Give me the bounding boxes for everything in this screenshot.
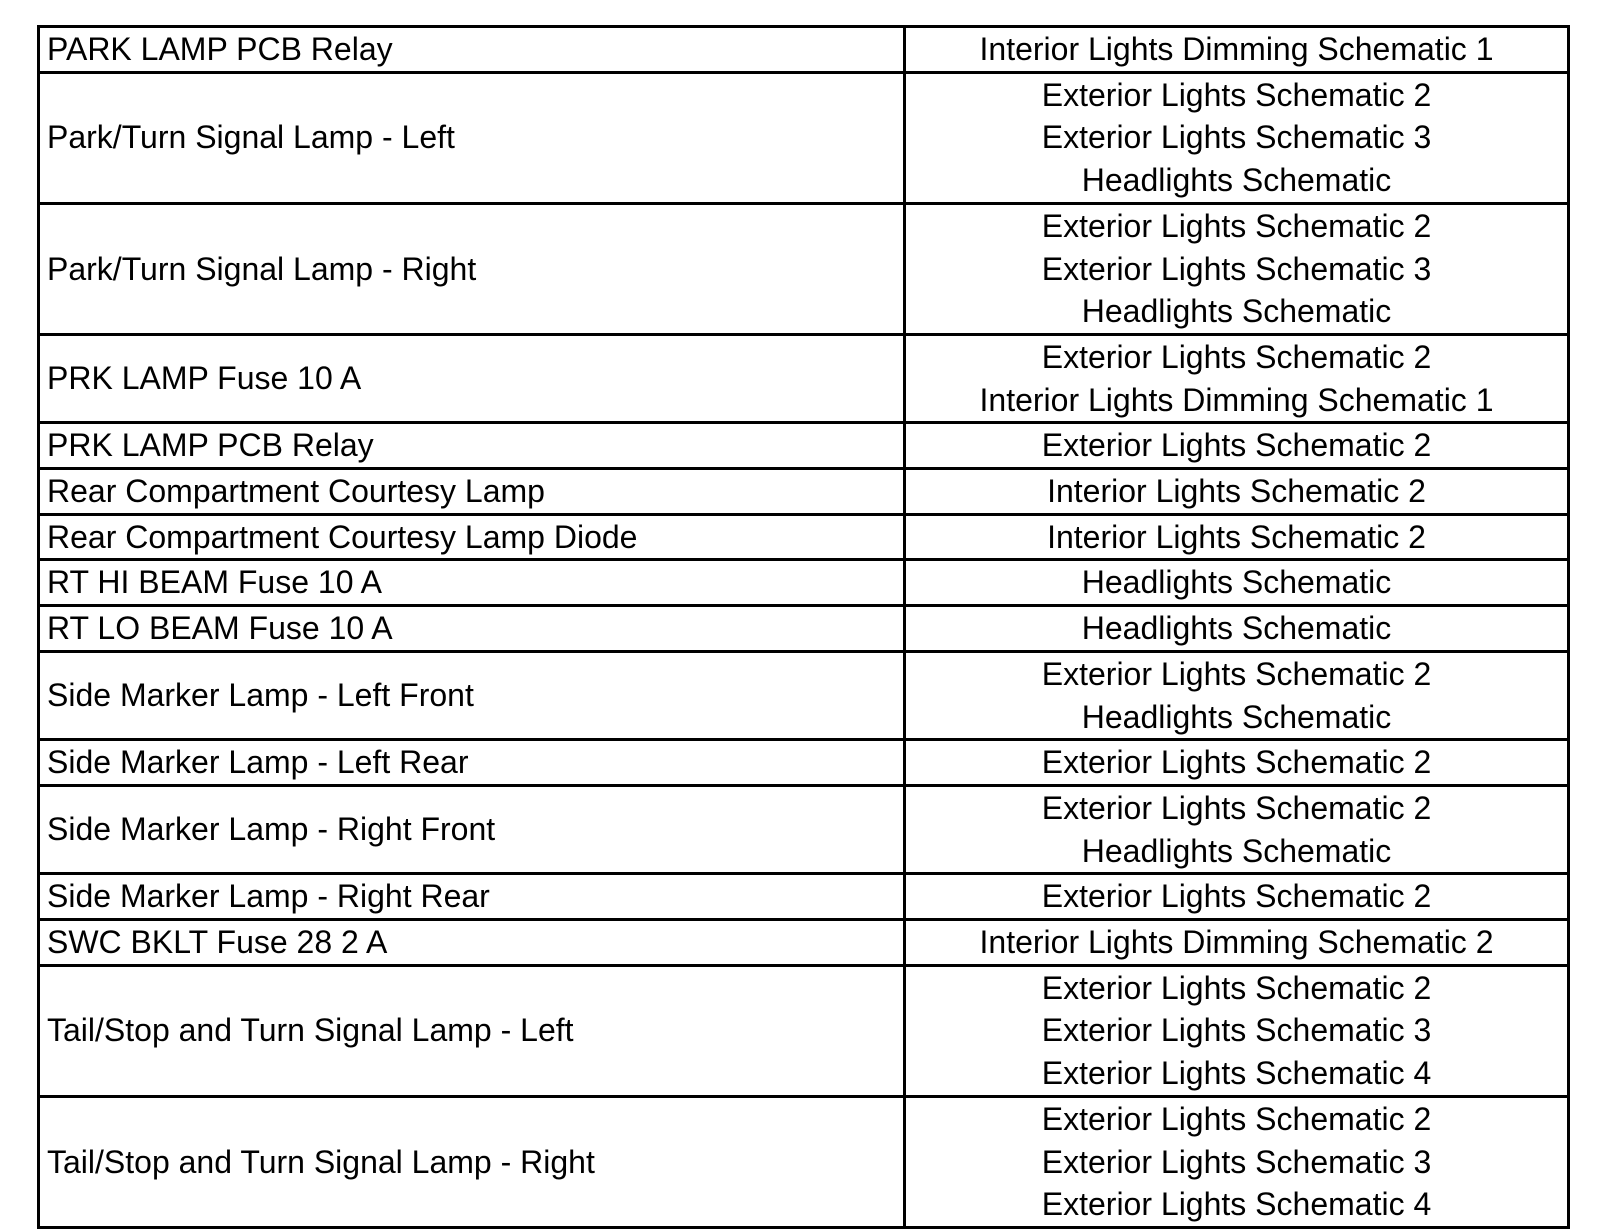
schematic-references-cell [905, 1096, 1569, 1227]
component-name-cell: PRK LAMP Fuse 10 A [39, 334, 905, 422]
table-row [39, 965, 1569, 1096]
schematic-reference: Headlights Schematic [1081, 610, 1392, 647]
table-row [39, 334, 1569, 422]
schematic-references-cell [905, 514, 1569, 560]
schematic-reference: Exterior Lights Schematic 2 [1041, 207, 1432, 244]
component-name-cell: Tail/Stop and Turn Signal Lamp - Right [39, 1096, 905, 1227]
table-row [39, 423, 1569, 469]
table-row [39, 740, 1569, 786]
schematic-reference: Exterior Lights Schematic 2 [1041, 427, 1432, 464]
schematic-reference: Headlights Schematic [1081, 832, 1392, 869]
schematic-reference: Exterior Lights Schematic 2 [1041, 789, 1432, 826]
component-name-cell: SWC BKLT Fuse 28 2 A [39, 920, 905, 966]
component-name-cell: Side Marker Lamp - Right Rear [39, 874, 905, 920]
table-row [39, 785, 1569, 873]
schematic-reference: Exterior Lights Schematic 3 [1041, 119, 1432, 156]
schematic-references-cell [905, 965, 1569, 1096]
component-name-cell: Rear Compartment Courtesy Lamp Diode [39, 514, 905, 560]
table-row [39, 469, 1569, 515]
table-row [39, 606, 1569, 652]
schematic-references-cell [905, 423, 1569, 469]
component-name-cell: Side Marker Lamp - Right Front [39, 785, 905, 873]
table-row [39, 203, 1569, 334]
schematic-references-cell [905, 606, 1569, 652]
schematic-reference: Headlights Schematic [1081, 564, 1392, 601]
schematic-reference: Exterior Lights Schematic 3 [1041, 1143, 1432, 1180]
schematic-reference: Interior Lights Dimming Schematic 2 [979, 924, 1494, 961]
schematic-reference: Interior Lights Schematic 2 [1047, 518, 1426, 555]
schematic-references-cell [905, 203, 1569, 334]
schematic-references-cell [905, 469, 1569, 515]
schematic-reference: Exterior Lights Schematic 3 [1041, 250, 1432, 287]
table-body [39, 27, 1569, 1228]
schematic-reference: Exterior Lights Schematic 2 [1041, 878, 1432, 915]
component-name-cell: RT HI BEAM Fuse 10 A [39, 560, 905, 606]
schematic-reference: Headlights Schematic [1081, 293, 1392, 330]
schematic-reference: Interior Lights Dimming Schematic 1 [979, 381, 1494, 418]
table-row [39, 651, 1569, 739]
table-row [39, 920, 1569, 966]
schematic-reference: Exterior Lights Schematic 2 [1041, 76, 1432, 113]
schematic-references-cell [905, 72, 1569, 203]
schematic-references-cell [905, 785, 1569, 873]
schematic-references-cell [905, 651, 1569, 739]
schematic-reference: Headlights Schematic [1081, 162, 1392, 199]
schematic-references-cell [905, 334, 1569, 422]
component-name-cell: PARK LAMP PCB Relay [39, 27, 905, 73]
component-name-cell: PRK LAMP PCB Relay [39, 423, 905, 469]
component-name-cell: Park/Turn Signal Lamp - Right [39, 203, 905, 334]
component-name-cell: Rear Compartment Courtesy Lamp [39, 469, 905, 515]
schematic-reference: Exterior Lights Schematic 4 [1041, 1186, 1432, 1223]
component-name-cell: RT LO BEAM Fuse 10 A [39, 606, 905, 652]
schematic-reference: Exterior Lights Schematic 2 [1041, 969, 1432, 1006]
table-row [39, 1096, 1569, 1227]
schematic-reference: Exterior Lights Schematic 2 [1041, 1100, 1432, 1137]
schematic-references-cell [905, 874, 1569, 920]
schematic-reference: Interior Lights Dimming Schematic 1 [979, 31, 1494, 67]
component-index-table [37, 25, 1570, 1229]
schematic-reference: Exterior Lights Schematic 3 [1041, 1012, 1432, 1049]
schematic-references-cell [905, 920, 1569, 966]
schematic-reference: Exterior Lights Schematic 2 [1041, 338, 1432, 375]
table-row [39, 874, 1569, 920]
table-row [39, 514, 1569, 560]
schematic-reference: Exterior Lights Schematic 2 [1041, 655, 1432, 692]
table-row [39, 27, 1569, 73]
table-row [39, 72, 1569, 203]
schematic-references-cell [905, 740, 1569, 786]
component-name-cell: Tail/Stop and Turn Signal Lamp - Left [39, 965, 905, 1096]
schematic-reference: Interior Lights Schematic 2 [1047, 473, 1426, 510]
component-name-cell: Side Marker Lamp - Left Rear [39, 740, 905, 786]
table-row [39, 560, 1569, 606]
component-name-cell: Park/Turn Signal Lamp - Left [39, 72, 905, 203]
schematic-reference: Exterior Lights Schematic 4 [1041, 1055, 1432, 1092]
schematic-references-cell [905, 560, 1569, 606]
component-name-cell: Side Marker Lamp - Left Front [39, 651, 905, 739]
schematic-reference: Exterior Lights Schematic 2 [1041, 744, 1432, 781]
schematic-reference: Headlights Schematic [1081, 698, 1392, 735]
schematic-references-cell [905, 27, 1569, 73]
